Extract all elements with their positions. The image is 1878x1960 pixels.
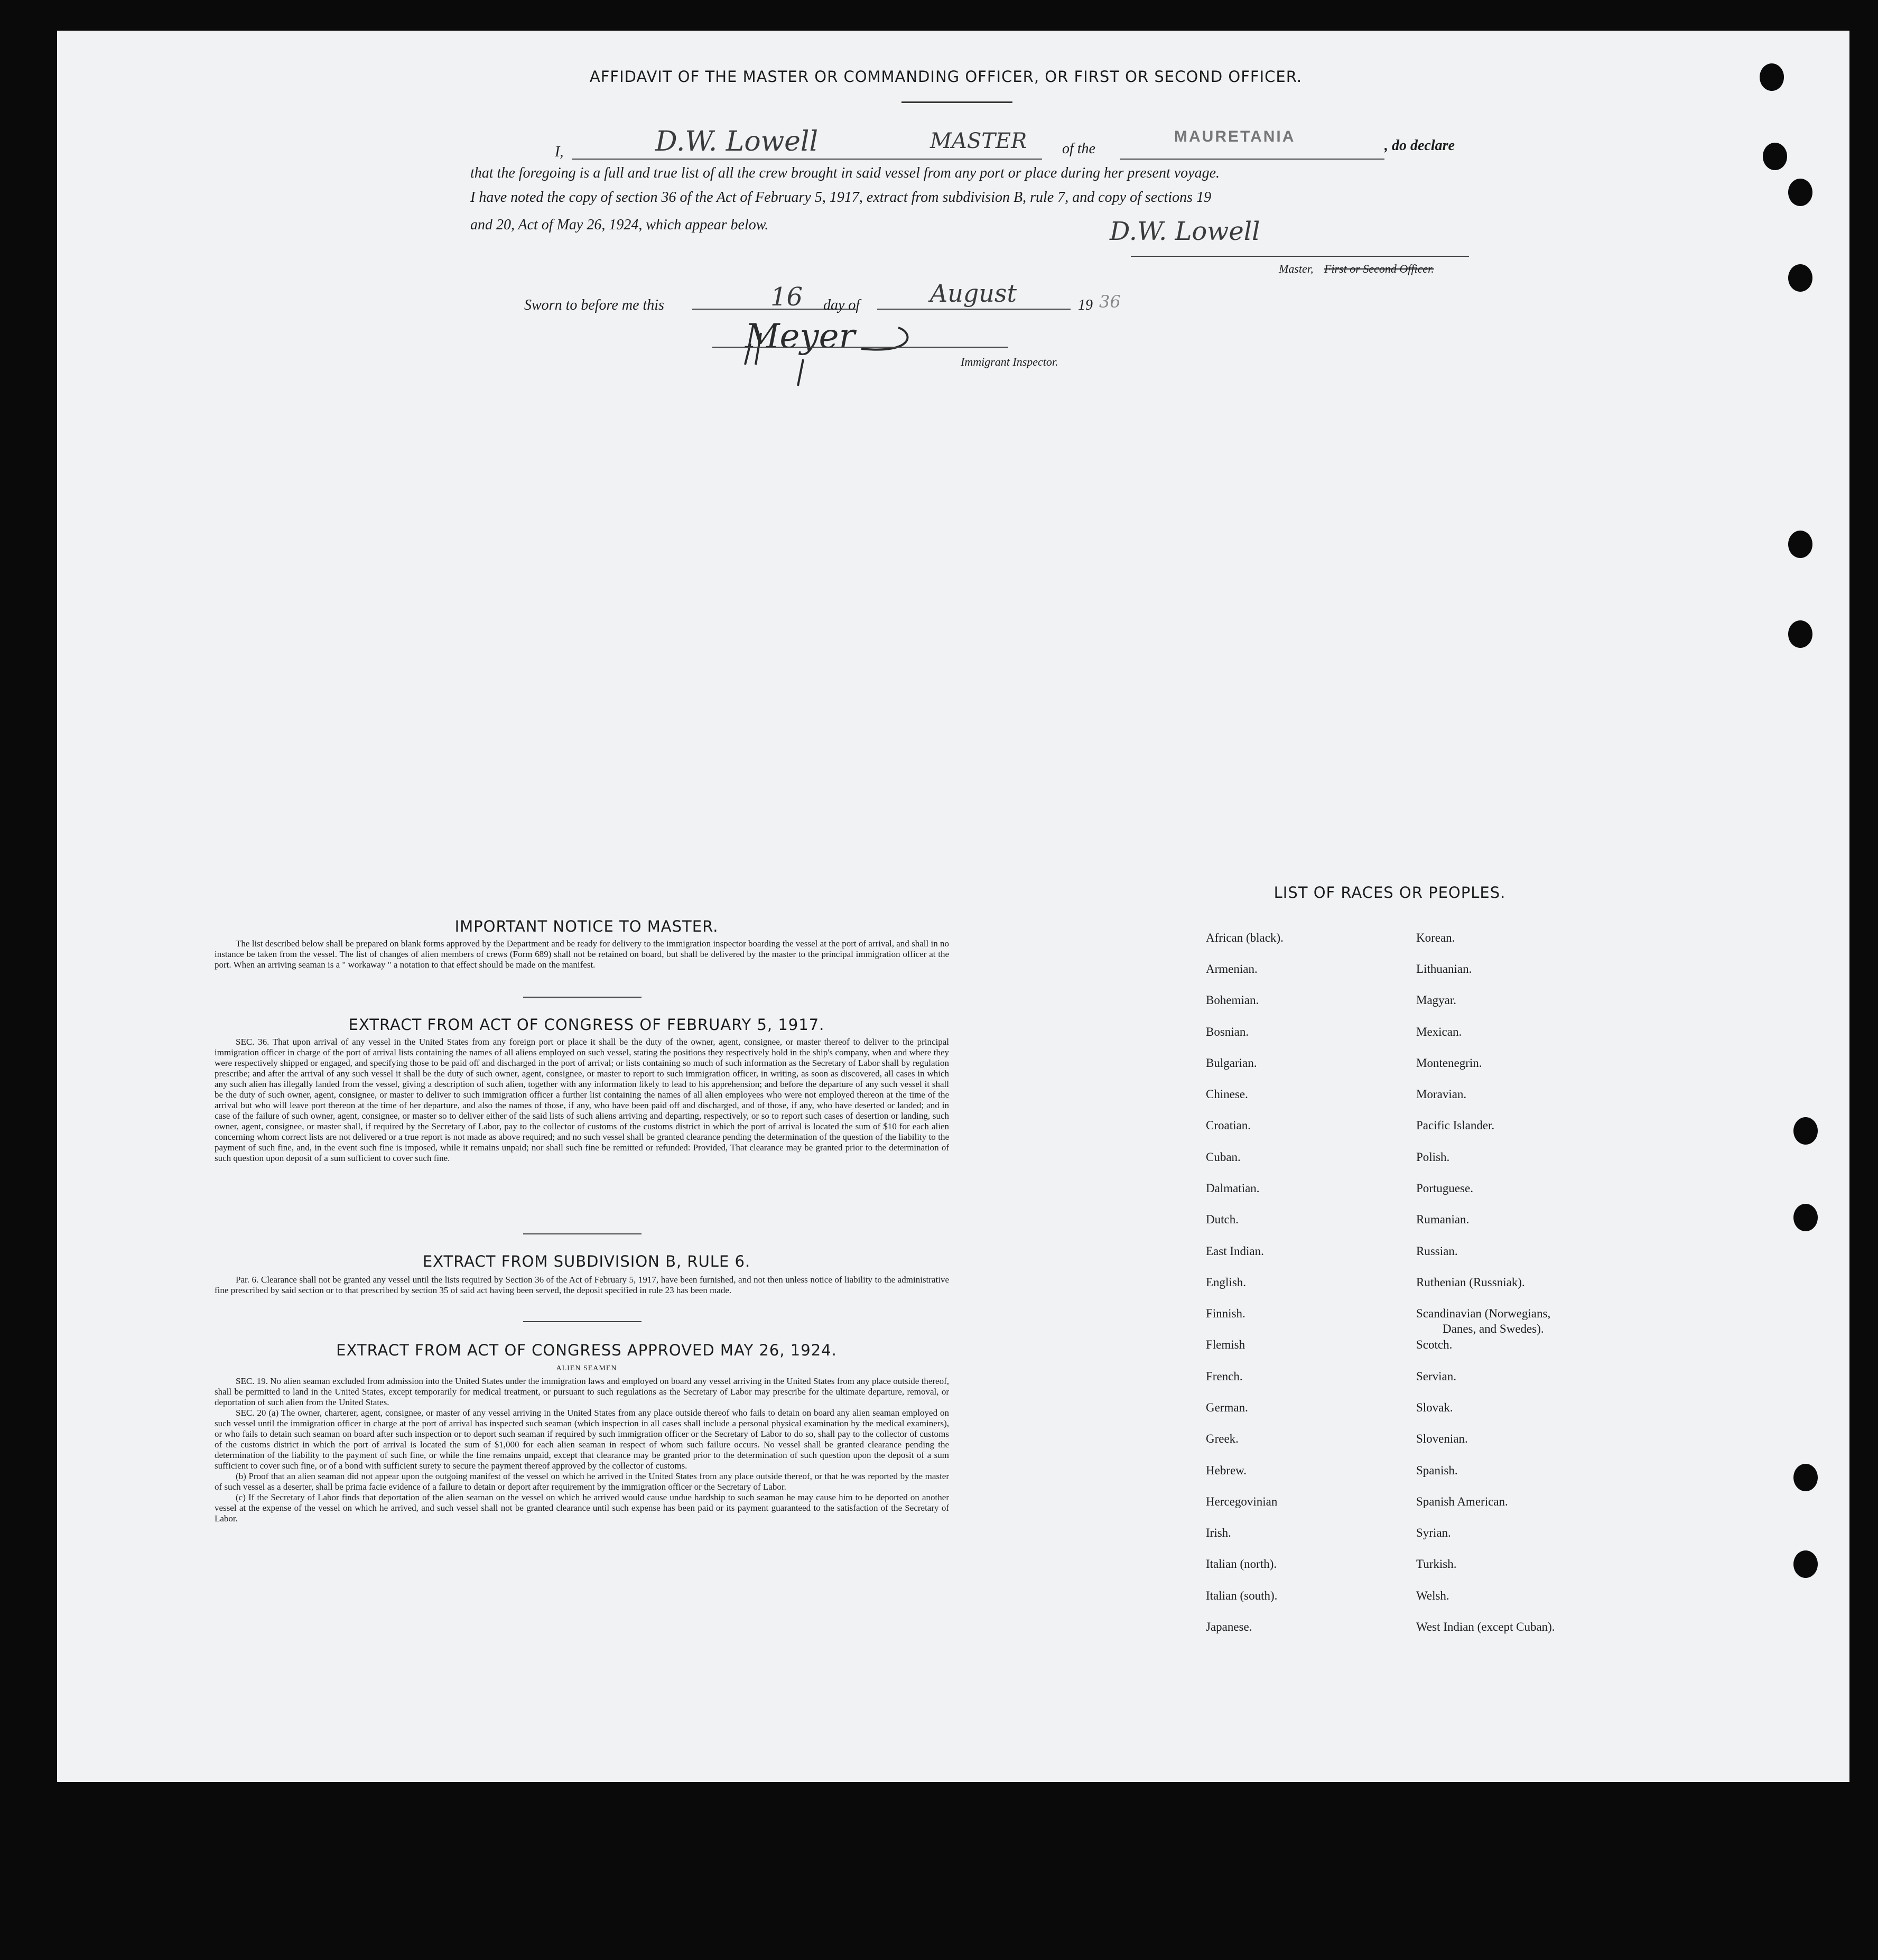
punch-hole: [1793, 1204, 1818, 1231]
punch-hole: [1763, 143, 1787, 170]
rank-handwritten: MASTER: [930, 129, 1027, 153]
extract-1924-title: EXTRACT FROM ACT OF CONGRESS APPROVED MAY 26, 1924.: [336, 1341, 837, 1359]
vessel-name-stamp: MAURETANIA: [1174, 128, 1296, 145]
do-declare-label: , do declare: [1384, 137, 1455, 154]
inspector-signature-stroke: [740, 312, 930, 391]
day-handwritten: 16: [770, 282, 803, 312]
race-item: African (black).: [1206, 931, 1284, 944]
divider-1: [523, 997, 642, 998]
rule-6-text: Par. 6. Clearance shall not be granted any vessel until the lists required by Section 36 of the Act of February 5, 1917, have been furnished, and not then unless notice of liability to the administrative fine prescribed by said section or to that prescribed by section 35 of said act having been served, the deposit specified in rule 23 has been made.: [215, 1275, 949, 1295]
race-item: Hebrew.: [1206, 1464, 1247, 1477]
notice-text: The list described below shall be prepared on blank forms approved by the Department and be ready for delivery to the immigration inspector boarding the vessel at the port of arrival, and shall in no instance be taken from the vessel. The list of changes of alien members of crews (Form 689) shall not be retained on board, but shall be delivered by the master to the principal immigration officer at the port. When an arriving seaman is a " workaway " a notation to that effect should be made on the manifest.: [215, 939, 949, 970]
race-item: Mexican.: [1416, 1025, 1462, 1038]
race-item: French.: [1206, 1370, 1243, 1383]
race-item: Hercegovinian: [1206, 1495, 1278, 1508]
race-item: Moravian.: [1416, 1088, 1467, 1101]
i-label: I,: [555, 144, 564, 160]
extract-1924-subtitle: ALIEN SEAMEN: [556, 1364, 617, 1372]
race-item: Welsh.: [1416, 1589, 1449, 1602]
race-item: Spanish American.: [1416, 1495, 1508, 1508]
punch-hole: [1788, 264, 1812, 292]
month-line: [877, 309, 1071, 310]
race-item: Turkish.: [1416, 1557, 1457, 1571]
race-item: Montenegrin.: [1416, 1056, 1482, 1070]
race-item: Magyar.: [1416, 993, 1457, 1007]
extract-1917-title: EXTRACT FROM ACT OF CONGRESS OF FEBRUARY 5, 1917.: [348, 1016, 825, 1034]
races-title: LIST OF RACES OR PEOPLES.: [1273, 884, 1506, 902]
race-item: Bulgarian.: [1206, 1056, 1257, 1070]
sworn-label: Sworn to before me this: [524, 297, 664, 313]
year-prefix: 19: [1078, 297, 1093, 313]
race-item: Polish.: [1416, 1150, 1450, 1164]
extract-1917-text: SEC. 36. That upon arrival of any vessel in the United States from any foreign port or place it shall be the duty of the owner, agent, consignee, or master thereof to deliver to the principal immigration officer in charge of the port of arrival lists containing the names of all aliens employed on such vessel, stating the positions they respectively hold in the ship's company, when and where they were respectively shipped or engaged, and specifying those to be paid off and discharged in the port of arrival; or lists containing so much of such information as the Secretary of Labor shall by regulation prescribe; and after the arrival of any such vessel it shall be the duty of such owner, agent, consignee, or master to report to such immigration officer, in writing, as soon as discovered, all cases in which any such alien has illegally landed from the vessel, giving a description of such alien, together with any information likely to lead to his apprehension; and before the departure of any such vessel it shall be the duty of such owner, agent, consignee, or master to deliver to such immigration officer a further list containing the names of all alien employees who were not employed thereon at the time of the arrival but who will leave port thereon at the time of her departure, and also the names of those, if any, who have been paid off and discharged, and of those, if any, who have deserted or landed; and in case of the failure of such owner, agent, consignee, or master so to deliver either of the said lists of such aliens arriving and departing, respectively, or so to report such cases of desertion or landing, such owner, agent, consignee, or master shall, if required by the Secretary of Labor, pay to the collector of customs of the customs district in which the port of arrival is located the sum of $10 for each alien concerning whom correct lists are not delivered or a true report is not made as above required; and no such vessel shall be granted clearance pending the determination of the question of the liability to the payment of such fine, and, in the event such fine is imposed, while it remains unpaid; nor shall such fine be remitted or refunded: Provided, That clearance may be granted prior to the determination of such question upon deposit of a sum sufficient to cover such fine.: [215, 1037, 949, 1163]
punch-hole: [1788, 620, 1812, 648]
race-item: Cuban.: [1206, 1150, 1241, 1164]
race-item: Japanese.: [1206, 1620, 1252, 1633]
affidavit-title: AFFIDAVIT OF THE MASTER OR COMMANDING OFFICER, OR FIRST OR SECOND OFFICER.: [589, 68, 1303, 86]
race-item: Portuguese.: [1416, 1182, 1473, 1195]
of-the-label: of the: [1062, 141, 1095, 157]
divider-2: [523, 1233, 642, 1234]
race-item: German.: [1206, 1401, 1248, 1414]
notice-title: IMPORTANT NOTICE TO MASTER.: [454, 917, 719, 935]
rule-6-title: EXTRACT FROM SUBDIVISION B, RULE 6.: [422, 1252, 751, 1270]
sec-20c: (c) If the Secretary of Labor finds that deportation of the alien seaman on the vessel on which he arrived would cause undue hardship to such seaman he may cause him to be deported on another vessel at the expense of the vessel on which he arrived, and such vessel shall not be granted clearance until such expense has been paid or its payment guaranteed to the satisfaction of the Secretary of Labor.: [215, 1492, 949, 1524]
inspector-label: Immigrant Inspector.: [961, 355, 1058, 368]
race-item: Finnish.: [1206, 1307, 1245, 1320]
title-underline: [901, 101, 1012, 103]
race-item-continued: Danes, and Swedes).: [1443, 1322, 1544, 1335]
race-item: West Indian (except Cuban).: [1416, 1620, 1555, 1633]
sec-20a: SEC. 20 (a) The owner, charterer, agent, consignee, or master of any vessel arriving in the United States from any place outside thereof who fails to detain on board any alien seaman employed on such vessel until the immigration officer in charge at the port of arrival has inspected such seaman (which inspection in all cases shall include a personal physical examination by the medical examiners), or who fails to detain such seaman on board after such inspection or to deport such seaman if required by such immigration officer or the Secretary of Labor to do so, shall pay to the collector of customs of the customs district in which the port of arrival is located the sum of $1,000 for each alien seaman in respect of whom such failure occurs. No vessel shall be granted clearance pending the determination of the liability to the payment of such fine, or while the fine remains unpaid, except that clearance may be granted prior to the determination of such question upon the deposit of a sum sufficient to cover such fine, or of a bond with sufficient surety to secure the payment thereof approved by the collector of customs.: [215, 1408, 949, 1471]
divider-3: [523, 1321, 642, 1322]
race-item: Servian.: [1416, 1370, 1457, 1383]
race-item: Bohemian.: [1206, 993, 1259, 1007]
master-label: Master,: [1279, 262, 1314, 275]
race-item: Scotch.: [1416, 1338, 1453, 1351]
race-item: Lithuanian.: [1416, 962, 1472, 976]
race-item: Pacific Islander.: [1416, 1119, 1495, 1132]
race-item: Flemish: [1206, 1338, 1245, 1351]
struck-officer-label: First or Second Officer.: [1324, 262, 1434, 275]
race-item: Spanish.: [1416, 1464, 1458, 1477]
race-item: Armenian.: [1206, 962, 1258, 976]
sec-20b: (b) Proof that an alien seaman did not appear upon the outgoing manifest of the vessel on which he arrived in the United States from any place outside thereof, or that he was reported by the master of such vessel as a deserter, shall be prima facie evidence of a failure to detain or deport after requirement by the immigration officer or the Secretary of Labor.: [215, 1471, 949, 1492]
rank-line: [936, 159, 1042, 160]
race-item: Russian.: [1416, 1244, 1458, 1258]
race-item: Dalmatian.: [1206, 1182, 1260, 1195]
signature-line: [1131, 256, 1469, 257]
vessel-line: [1120, 159, 1384, 160]
affidavit-body-line-1: that the foregoing is a full and true list of all the crew brought in said vessel from any port or place during her present voyage.: [470, 165, 1220, 181]
race-item: Greek.: [1206, 1432, 1239, 1445]
race-item: Bosnian.: [1206, 1025, 1249, 1038]
day-of-label: day of: [823, 297, 860, 313]
punch-hole: [1760, 63, 1784, 91]
race-item: Slovak.: [1416, 1401, 1453, 1414]
race-item: Scandinavian (Norwegians,: [1416, 1307, 1551, 1320]
race-item: Rumanian.: [1416, 1213, 1470, 1226]
race-item: English.: [1206, 1276, 1247, 1289]
sec-19: SEC. 19. No alien seaman excluded from admission into the United States under the immigration laws and employed on board any vessel arriving in the United States from any place outside thereof, shall be permitted to land in the United States, except temporarily for medical treatment, or pursuant to such regulations as the Secretary of Labor may prescribe for the ultimate departure, removal, or deportation of such alien from the United States.: [215, 1376, 949, 1407]
race-item: Syrian.: [1416, 1526, 1451, 1539]
race-item: Irish.: [1206, 1526, 1231, 1539]
punch-hole: [1788, 531, 1812, 558]
race-item: Slovenian.: [1416, 1432, 1468, 1445]
month-handwritten: August: [930, 279, 1017, 308]
affidavit-body-line-2: I have noted the copy of section 36 of the Act of February 5, 1917, extract from subdivision B, rule 7, and copy of sections 19: [470, 189, 1212, 206]
master-name-handwritten: D.W. Lowell: [655, 126, 819, 157]
punch-hole: [1793, 1464, 1818, 1491]
punch-hole: [1793, 1550, 1818, 1578]
extract-1924-text: [215, 1376, 949, 1524]
master-signature: D.W. Lowell: [1110, 217, 1260, 246]
inspector-signature: Meyer: [745, 317, 856, 356]
race-item: Korean.: [1416, 931, 1455, 944]
race-item: Italian (south).: [1206, 1589, 1278, 1602]
race-item: Italian (north).: [1206, 1557, 1277, 1571]
race-item: Ruthenian (Russniak).: [1416, 1276, 1525, 1289]
punch-hole: [1788, 179, 1812, 206]
year-handwritten: 36: [1099, 292, 1121, 312]
race-item: East Indian.: [1206, 1244, 1264, 1258]
inspector-line: [712, 347, 1008, 348]
name-line: [572, 159, 936, 160]
affidavit-body-line-3: and 20, Act of May 26, 1924, which appear below.: [470, 217, 769, 233]
race-item: Chinese.: [1206, 1088, 1248, 1101]
race-item: Dutch.: [1206, 1213, 1239, 1226]
race-item: Croatian.: [1206, 1119, 1251, 1132]
punch-hole: [1793, 1117, 1818, 1145]
